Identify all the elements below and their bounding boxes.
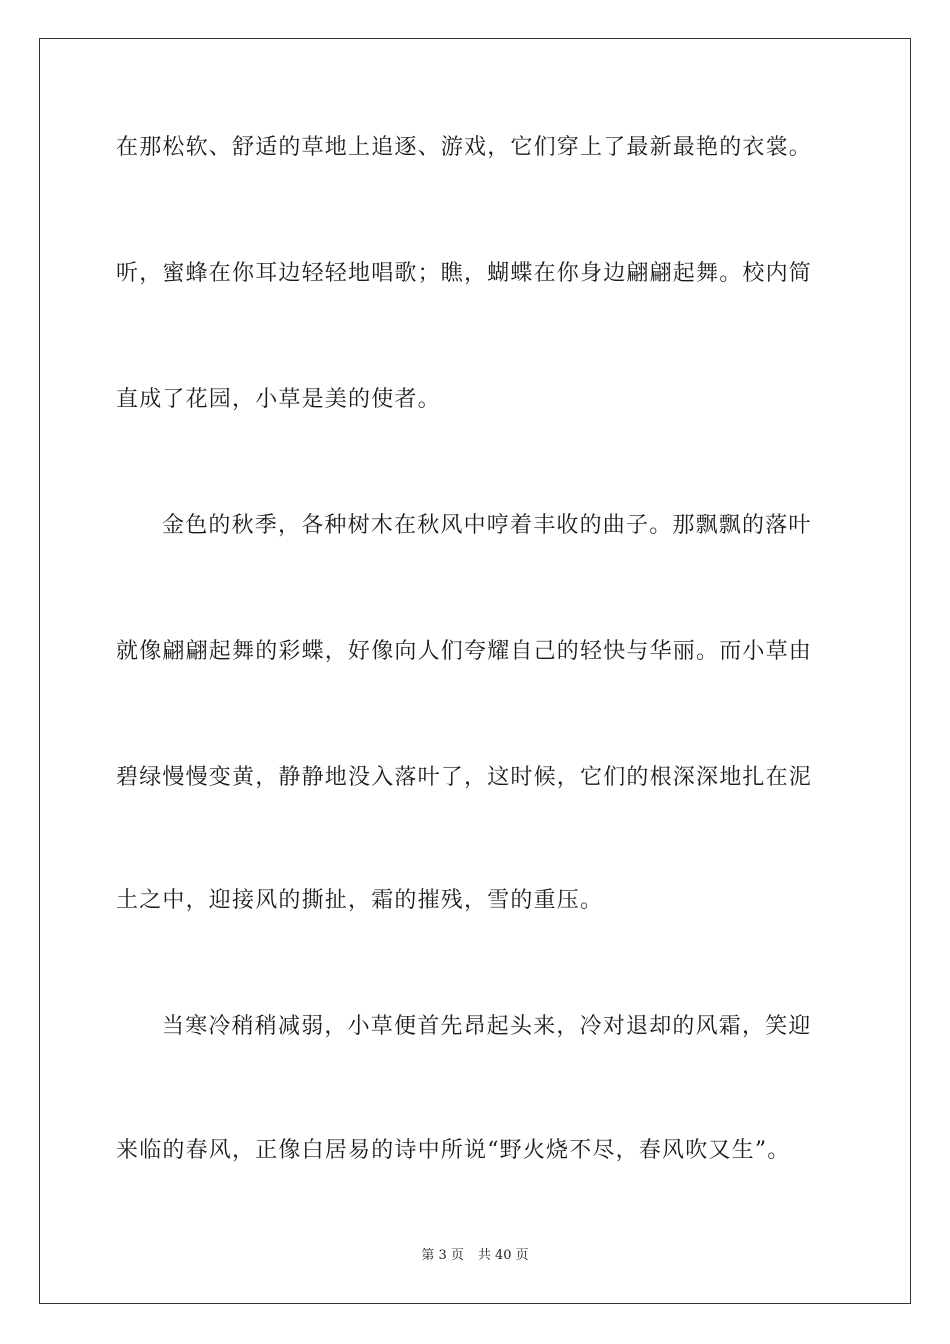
text-line: 直成了花园，小草是美的使者。 (116, 387, 441, 412)
paragraph-first-line: 金色的秋季，各种树木在秋风中哼着丰收的曲子。那飘飘的落叶 (162, 513, 812, 538)
page-total: 共 40 页 (477, 1248, 529, 1263)
text-line: 就像翩翩起舞的彩蝶，好像向人们夸耀自己的轻快与华丽。而小草由 (116, 639, 813, 664)
text-line: 土之中，迎接风的撕扯，霜的摧残，雪的重压。 (116, 888, 604, 913)
page-border (39, 38, 911, 1304)
page-number: 第 3 页 (421, 1248, 464, 1263)
text-line: 碧绿慢慢变黄，静静地没入落叶了，这时候，它们的根深深地扎在泥 (116, 765, 813, 790)
text-line: 在那松软、舒适的草地上追逐、游戏，它们穿上了最新最艳的衣裳。 (116, 135, 813, 160)
paragraph-first-line: 当寒冷稍稍减弱，小草便首先昂起头来，冷对退却的风霜，笑迎 (162, 1014, 812, 1039)
text-line: 来临的春风，正像白居易的诗中所说“野火烧不尽，春风吹又生”。 (116, 1138, 791, 1163)
text-line: 听，蜜蜂在你耳边轻轻地唱歌；瞧，蝴蝶在你身边翩翩起舞。校内简 (116, 261, 813, 286)
page-footer (0, 1247, 950, 1265)
